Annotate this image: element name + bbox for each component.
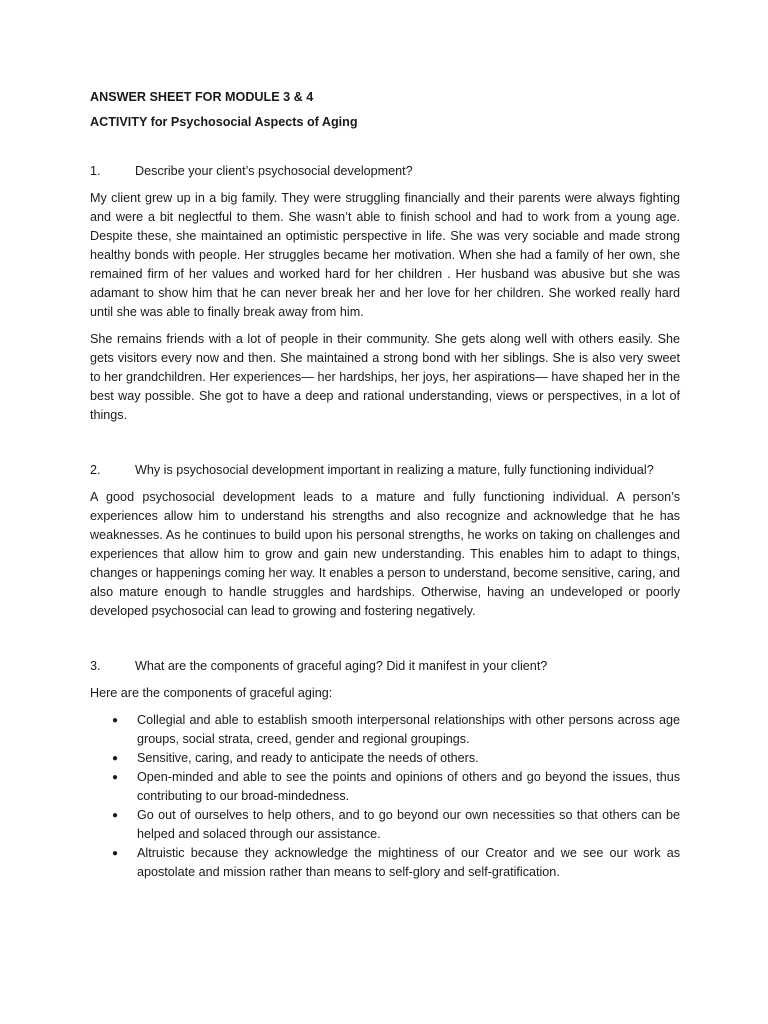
- question-1: [90, 162, 680, 181]
- question-2: [90, 461, 680, 480]
- list-item: [90, 749, 680, 768]
- list-item-text: Sensitive, caring, and ready to anticipate the needs of others.: [137, 751, 479, 765]
- list-item: [90, 806, 680, 844]
- question-text: What are the components of graceful aging? Did it manifest in your client?: [135, 659, 548, 673]
- section-1: [90, 162, 680, 425]
- list-item: [90, 844, 680, 882]
- question-text: Why is psychosocial development important in realizing a mature, fully functioning individual?: [135, 463, 654, 477]
- list-item: [90, 711, 680, 749]
- answer-paragraph: A good psychosocial development leads to a mature and fully functioning individual. A person’s experiences allow him to understand his strengths and also recognize and acknowledge that he has weaknesses. As he continues to build upon his personal strengths, he works on taking on challenges and experiences that allow him to grow and gain new understanding. This enables him to adapt to things, changes or happenings coming her way. It enables a person to understand, become sensitive, caring, and also mature enough to handle struggles and hardships. Otherwise, having an undeveloped or poorly developed psychosocial can lead to growing and fostering negatively.: [90, 490, 680, 618]
- bullet-icon: ●: [112, 810, 119, 821]
- section-2: [90, 461, 680, 621]
- document-title: ANSWER SHEET FOR MODULE 3 & 4: [90, 90, 314, 104]
- question-number: 1.: [90, 164, 101, 178]
- graceful-aging-list: [90, 711, 680, 882]
- bullet-icon: ●: [112, 772, 119, 783]
- answer-paragraph: My client grew up in a big family. They were struggling financially and their parents were always fighting and were a bit neglectful to them. She wasn’t able to finish school and had to work from a young age. Despite these, she maintained an optimistic perspective in life. She was very sociable and made strong healthy bonds with people. Her struggles became her motivation. When she had a family of her own, she remained firm of her values and worked hard for her children . Her husband was abusive but she was adamant to show him that he can never break her and her love for her children. She worked really hard until she was able to finally break away from him.: [90, 191, 680, 319]
- list-item-text: Collegial and able to establish smooth interpersonal relationships with other persons across age groups, social strata, creed, gender and regional groupings.: [137, 713, 680, 746]
- question-3: [90, 657, 680, 676]
- section-3: [90, 657, 680, 882]
- list-item-text: Open-minded and able to see the points and opinions of others and go beyond the issues, thus contributing to our broad-mindedness.: [137, 770, 680, 803]
- question-number: 3.: [90, 659, 101, 673]
- document-page: [90, 88, 680, 882]
- list-item-text: Altruistic because they acknowledge the mightiness of our Creator and we see our work as apostolate and mission rather than means to self-glory and self-gratification.: [137, 846, 680, 879]
- question-text: Describe your client’s psychosocial development?: [135, 164, 413, 178]
- list-item: [90, 768, 680, 806]
- bullet-icon: ●: [112, 848, 119, 859]
- bullet-icon: ●: [112, 715, 119, 726]
- document-subtitle: ACTIVITY for Psychosocial Aspects of Aging: [90, 115, 358, 129]
- list-item-text: Go out of ourselves to help others, and to go beyond our own necessities so that others can be helped and solaced through our assistance.: [137, 808, 680, 841]
- question-number: 2.: [90, 463, 101, 477]
- answer-paragraph: She remains friends with a lot of people in their community. She gets along well with others easily. She gets visitors every now and then. She maintained a strong bond with her siblings. She is also very sweet to her grandchildren. Her experiences— her hardships, her joys, her aspirations— have shaped her in the best way possible. She got to have a deep and rational understanding, views or perspectives, in a lot of things.: [90, 332, 680, 422]
- bullet-icon: ●: [112, 753, 119, 764]
- answer-intro: Here are the components of graceful aging:: [90, 686, 333, 700]
